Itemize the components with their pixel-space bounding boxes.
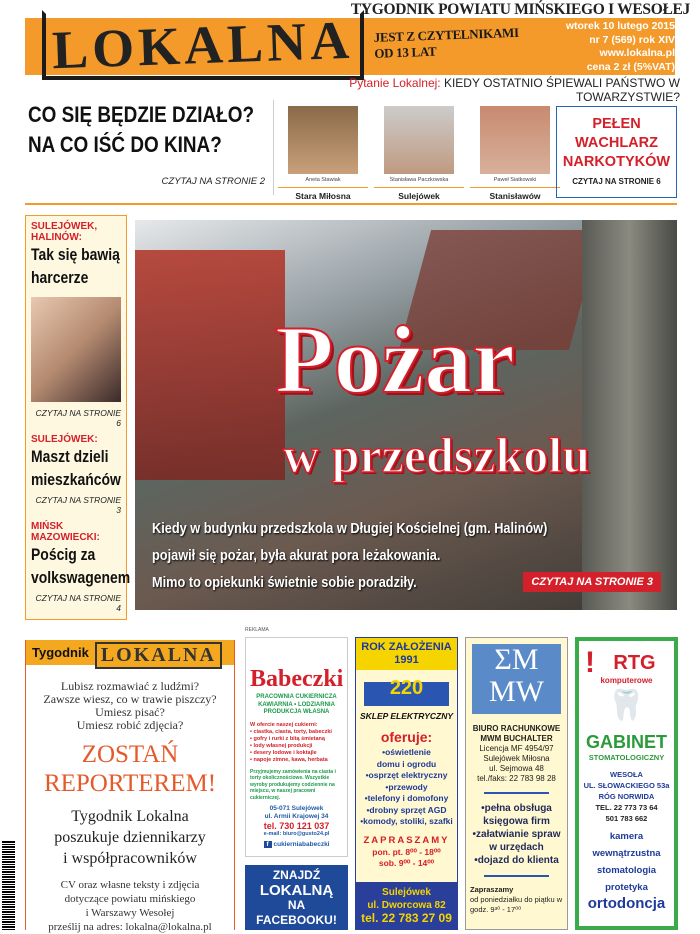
ad-item: •pełna obsługa xyxy=(481,803,552,814)
recruit-headline: ZOSTAŃ xyxy=(81,741,179,768)
ad-text: RTG xyxy=(613,652,656,674)
story-title[interactable]: volkswagenem xyxy=(31,568,131,587)
story-title[interactable]: Tak się bawią xyxy=(31,245,120,264)
story-location: MIŃSK MAZOWIECKI: xyxy=(31,521,100,543)
ad-phone: tel. 730 121 037 xyxy=(263,821,330,831)
ad-text: STOMATOLOGICZNY xyxy=(588,753,665,762)
promo-text: LOKALNĄ xyxy=(259,882,334,899)
story-title[interactable]: Pościg za xyxy=(31,545,96,564)
recruit-text: Tygodnik Lokalna xyxy=(71,808,189,825)
ad-babeczki[interactable] xyxy=(245,637,348,857)
ad-text: KAWIARNIA • LODZIARNIA xyxy=(258,701,335,708)
ad-text: PRACOWNIA CUKIERNICZA xyxy=(256,694,337,700)
ad-item: w urzędach xyxy=(489,842,544,853)
read-more[interactable]: CZYTAJ NA STRONIE 4 xyxy=(35,593,121,613)
read-more[interactable]: CZYTAJ NA STRONIE 3 xyxy=(35,495,121,515)
recruit-header xyxy=(26,640,234,665)
story-location: SULEJÓWEK: xyxy=(31,434,98,445)
person-photo xyxy=(480,106,550,174)
ad-text: GABINET xyxy=(586,732,667,752)
caption-line: pojawił się pożar, była akurat pora leżakowania. xyxy=(152,547,441,564)
ad-text: • lody własnej produkcji xyxy=(250,742,313,749)
read-more[interactable]: CZYTAJ NA STRONIE 2 xyxy=(161,176,265,187)
question-label: Pytanie Lokalnej: xyxy=(349,76,441,90)
ad-item: ortodoncja xyxy=(587,895,666,912)
person-card xyxy=(288,106,358,201)
ad-item: stomatologia xyxy=(596,865,657,876)
ad-text: • napoje zimne, kawa, herbata xyxy=(250,756,328,763)
divider xyxy=(25,203,677,205)
person-place: Stara Miłosna xyxy=(278,187,368,201)
person-place: Sulejówek xyxy=(374,187,464,201)
teaser-drugs[interactable] xyxy=(556,106,677,198)
tooth-icon: 🦷 xyxy=(607,689,646,722)
recruit-question: Zawsze wiesz, co w trawie piszczy? xyxy=(43,692,217,706)
masthead-tagline: JEST Z CZYTELNIKAMI OD 13 LAT xyxy=(373,24,519,61)
ad-logo: 220 xyxy=(364,682,449,706)
recruit-ad xyxy=(25,640,235,933)
ad-item: •przewody xyxy=(385,781,428,792)
ad-text: SKLEP ELEKTRYCZNY xyxy=(359,711,454,721)
issue-date: wtorek 10 lutego 2015 xyxy=(565,20,675,32)
price: cena 2 zł (5%VAT) xyxy=(586,60,675,73)
ad-text: UL. SŁOWACKIEGO 53a xyxy=(583,781,670,790)
story-photo xyxy=(31,297,121,402)
mwm-logo: ΣM MW xyxy=(472,644,561,714)
lead-subtitle: w przedszkolu xyxy=(283,427,590,483)
ad-text: • gofry i rurki z bitą śmietaną xyxy=(250,735,325,742)
ad-facebook: cukierniababeczki xyxy=(273,841,330,848)
issue-info xyxy=(566,20,675,74)
ad-text: Zapraszamy xyxy=(470,885,514,894)
ad-text: ul. Sejmowa 48 xyxy=(489,764,544,773)
recruit-note: i Warszawy Wesołej xyxy=(85,907,175,919)
ad-text: ROK ZAŁOŻENIA 1991 xyxy=(356,638,457,670)
masthead-subtitle: TYGODNIK POWIATU MIŃSKIEGO I WESOŁEJ xyxy=(350,1,690,18)
recruit-question: Lubisz rozmawiać z ludźmi? xyxy=(60,679,200,693)
read-more[interactable]: CZYTAJ NA STRONIE 6 xyxy=(572,177,661,186)
ad-text: oferuje: xyxy=(380,729,433,745)
sidebar-news xyxy=(25,215,131,620)
person-photo xyxy=(384,106,454,174)
ad-item: kamera wewnątrzustna xyxy=(592,831,661,859)
recruit-email[interactable]: prześlij na adres: lokalna@lokalna.pl xyxy=(48,921,212,933)
promo-text: ZNAJDŹ xyxy=(272,868,321,882)
ads-label: REKLAMA xyxy=(245,627,269,633)
story-title[interactable]: harcerze xyxy=(31,268,89,287)
ad-text: tel./faks: 22 783 98 28 xyxy=(477,774,556,783)
person-place: Stanisławów xyxy=(470,187,560,201)
caption-line: Kiedy w budynku przedszkola w Długiej Kościelnej (gm. Halinów) xyxy=(152,520,548,537)
divider xyxy=(484,792,549,794)
ad-item: •dojazd do klienta xyxy=(474,855,559,866)
teaser-line: PEŁEN xyxy=(592,116,641,132)
teaser-line: NARKOTYKÓW xyxy=(562,154,671,170)
question-text: KIEDY OSTATNIO ŚPIEWALI PAŃSTWO W TOWARZYSTWIE? xyxy=(443,76,680,104)
ad-item: protetyka xyxy=(605,882,648,893)
logo-text: LOKALNA xyxy=(51,9,355,81)
recruit-note: CV oraz własne teksty i zdjęcia xyxy=(60,879,200,891)
ad-accounting[interactable] xyxy=(465,637,568,930)
person-card xyxy=(384,106,454,201)
recruit-logo: LOKALNA xyxy=(95,642,222,669)
promo-text: FACEBOOKU! xyxy=(256,913,337,927)
ad-dentist[interactable] xyxy=(575,637,678,930)
ad-text: RÓG NORWIDA xyxy=(598,792,655,801)
lead-title: Pożar xyxy=(275,306,515,413)
fire-truck-photo xyxy=(135,250,285,480)
ad-text: Licencja MF 4954/97 xyxy=(479,744,554,753)
issue-number: nr 7 (569) rok XIV xyxy=(589,33,675,46)
website[interactable]: www.lokalna.pl xyxy=(599,47,675,59)
ad-text: od poniedziałku do piątku w godz. 9³⁰ - 17⁰⁰ xyxy=(470,895,563,914)
ad-text: BIURO RACHUNKOWE xyxy=(472,724,561,733)
caption-line: Mimo to opiekunki świetnie sobie poradziły. xyxy=(152,574,417,591)
teaser-line: CO SIĘ BĘDZIE DZIAŁO? xyxy=(28,102,255,127)
ad-item: księgowa firm xyxy=(483,816,550,827)
ad-phone: 501 783 662 xyxy=(605,814,648,823)
story-location: SULEJÓWEK, HALINÓW: xyxy=(31,221,98,243)
ad-item: •drobny sprzęt AGD xyxy=(366,804,447,815)
lead-caption xyxy=(152,515,547,596)
ad-text: ZAPRASZAMY xyxy=(363,834,450,846)
ad-item: •telefony i domofony xyxy=(364,793,449,803)
recruit-note: dotyczące powiatu mińskiego xyxy=(64,893,196,905)
ad-phone: TEL. 22 773 73 64 xyxy=(595,803,658,812)
read-more-button[interactable]: CZYTAJ NA STRONIE 3 xyxy=(523,572,661,592)
ad-text: PRODUKCJA WŁASNA xyxy=(263,709,330,715)
divider xyxy=(484,875,549,877)
exclamation-icon: ! xyxy=(585,646,595,679)
teaser-line: NA CO IŚĆ DO KINA? xyxy=(28,132,222,157)
recruit-question: Umiesz robić zdjęcia? xyxy=(76,718,184,732)
teaser-line: WACHLARZ xyxy=(575,135,658,151)
ad-phone: tel. 22 783 27 09 xyxy=(361,911,452,925)
person-name: Stanisława Paczkowska xyxy=(389,177,449,183)
person-card xyxy=(480,106,550,201)
ad-text: ul. Armii Krajowej 34 xyxy=(264,813,329,820)
ad-electric-shop[interactable] xyxy=(355,637,458,930)
person-name: Paweł Siatkowski xyxy=(493,177,537,183)
recruit-brand: Tygodnik xyxy=(32,645,89,660)
ad-text: MWM BUCHALTER xyxy=(480,734,553,743)
ad-item: domu i ogrodu xyxy=(376,758,437,769)
ad-text: Przyjmujemy zamówienia na ciasta i torty okolicznościowe. Wszystkie wyroby produkujemy codziennie na miejscu, w naszej pracowni cukierniczej. xyxy=(250,768,336,801)
teaser-cinema[interactable] xyxy=(28,100,274,195)
barcode xyxy=(2,840,15,930)
lead-story[interactable] xyxy=(135,220,677,610)
recruit-question: Umiesz pisać? xyxy=(95,705,165,719)
ad-text: W ofercie naszej cukierni: xyxy=(250,721,318,728)
ad-email: e-mail: biuro@gusto24.pl xyxy=(263,831,330,837)
ad-item: •załatwianie spraw xyxy=(472,829,561,840)
read-more[interactable]: CZYTAJ NA STRONIE 6 xyxy=(35,408,121,428)
story-title[interactable]: Maszt dzieli xyxy=(31,447,109,466)
tree-photo xyxy=(582,220,677,610)
ad-text: WESOŁA xyxy=(610,770,643,779)
person-name: Aneta Stawiak xyxy=(305,177,341,183)
ad-text: • ciastka, ciasta, torty, babeczki xyxy=(250,728,332,735)
recruit-text: i współpracowników xyxy=(63,850,197,867)
recruit-text: poszukuje dziennikarzy xyxy=(54,829,206,846)
ad-text: • desery lodowe i koktajle xyxy=(250,749,317,756)
ad-text: sob. 9⁰⁰ - 14⁰⁰ xyxy=(378,857,435,868)
ad-text: 05-071 Sulejówek xyxy=(269,805,324,812)
ad-item: •komody, stoliki, szafki xyxy=(360,816,453,826)
question-of-week xyxy=(300,76,680,104)
ad-text: ul. Dworcowa 82 xyxy=(367,900,446,911)
babeczki-logo: Babeczki xyxy=(250,666,344,692)
recruit-headline: REPORTEREM! xyxy=(43,770,217,797)
story-title[interactable]: mieszkańców xyxy=(31,470,121,489)
facebook-icon: f xyxy=(264,841,272,848)
promo-text: NA xyxy=(287,898,306,912)
ad-text: Sulejówek xyxy=(382,887,431,898)
facebook-promo[interactable] xyxy=(245,865,348,930)
ad-text: komputerowe xyxy=(600,676,653,685)
ad-text: Sulejówek Miłosna xyxy=(483,754,550,763)
ad-item: •oświetlenie xyxy=(382,747,431,757)
masthead-logo[interactable] xyxy=(42,10,364,80)
person-photo xyxy=(288,106,358,174)
ad-text: pon. pt. 8⁰⁰ - 18⁰⁰ xyxy=(372,846,441,857)
ad-item: •osprzęt elektryczny xyxy=(365,770,448,780)
